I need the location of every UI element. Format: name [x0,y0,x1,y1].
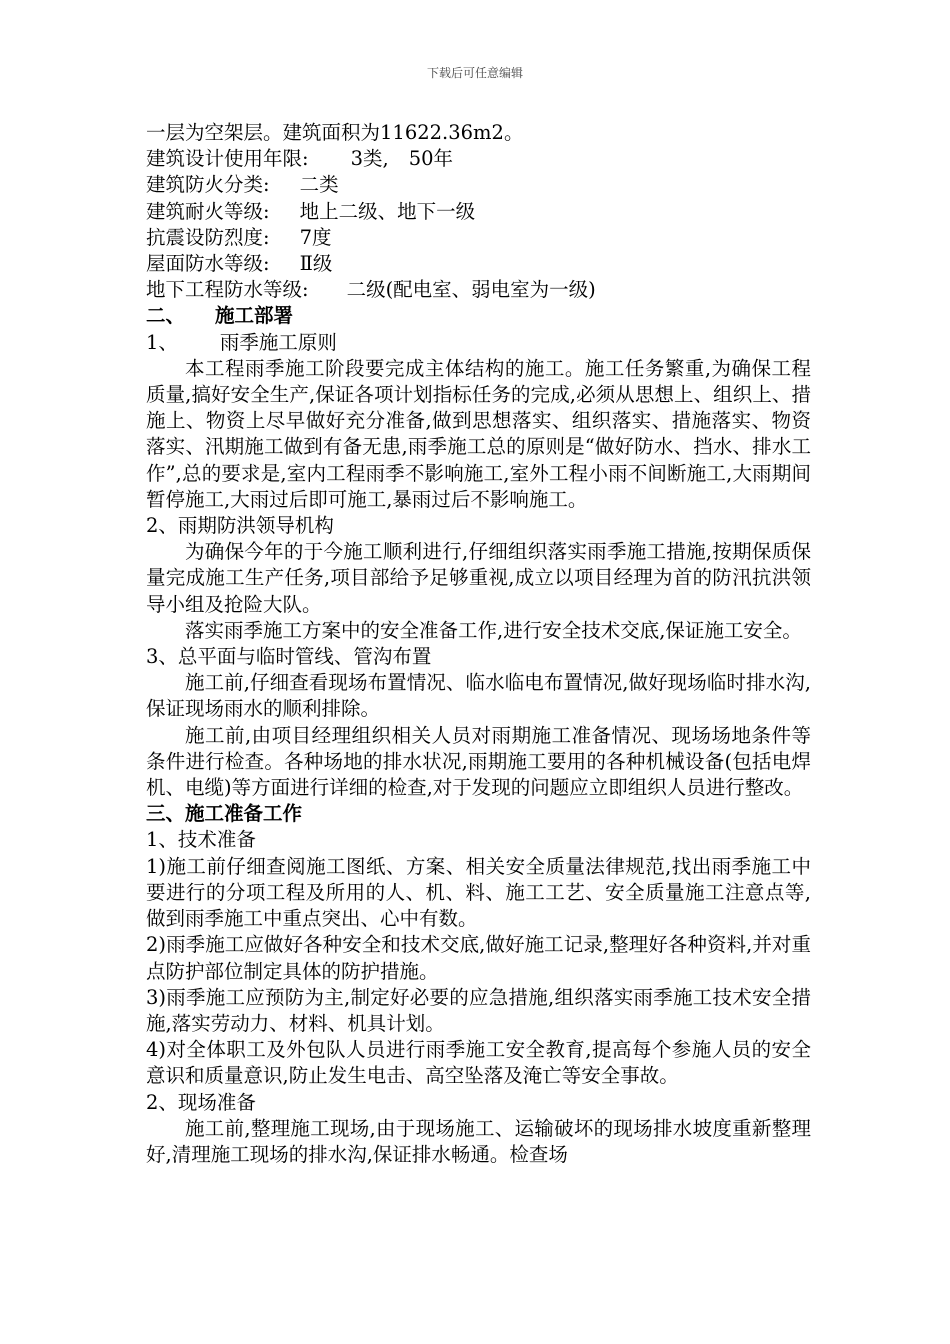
info-design-life: 建筑设计使用年限: 3类, 50年 [146,147,454,171]
section-3-heading: 三、施工准备工作 [146,802,303,826]
list-item: 2)雨季施工应做好各种安全和技术交底,做好施工记录,整理好各种资料,并对重点防护部位制定具体的防护措施。 [146,933,811,983]
list-item: 1)施工前仔细查阅施工图纸、方案、相关安全质量法律规范,找出雨季施工中要进行的分项工程及所用的人、机、料、施工工艺、安全质量施工注意点等,做到雨季施工中重点突出、心中有数。 [146,854,811,931]
info-fire-class: 建筑防火分类: 二类 [146,173,339,197]
page-header: 下载后可任意编辑 [426,66,523,80]
list-item: 4)对全体职工及外包队人员进行雨季施工安全教育,提高每个参施人员的安全意识和质量意识,防止发生电击、高空坠落及淹亡等安全事故。 [146,1038,811,1088]
section-2-heading: 二、 施工部署 [146,304,294,328]
section-3-2-paragraph: 施工前,整理施工现场,由于现场施工、运输破坏的现场排水坡度重新整理好,清理施工现场的排水沟,保证排水畅通。检查场 [146,1116,811,1166]
section-2-3-paragraph-1: 施工前,仔细查看现场布置情况、临水临电布置情况,做好现场临时排水沟,保证现场雨水的顺利排除。 [146,671,811,721]
section-3-2-heading: 2、现场准备 [146,1090,256,1114]
section-3-1-heading: 1、技术准备 [146,828,256,852]
section-2-2-heading: 2、雨期防洪领导机构 [146,514,334,538]
info-roof-waterproof: 屋面防水等级: Ⅱ级 [146,252,333,276]
info-seismic: 抗震设防烈度: 7度 [146,225,332,249]
info-fire-rating: 建筑耐火等级: 地上二级、地下一级 [146,199,476,223]
info-line-1: 一层为空架层。建筑面积为11622.36m2。 [146,121,524,144]
section-2-1-paragraph: 本工程雨季施工阶段要完成主体结构的施工。施工任务繁重,为确保工程质量,搞好安全生产,保证各项计划指标任务的完成,必须从思想上、组织上、措施上、物资上尽早做好充分准备,做到思想落实、组织落实、措施落实、物资落实、汛期施工做到有备无患,雨季施工总的原则是“做好防水、挡水、排水工作”,总的要求是,室内工程雨季不影响施工,室外工程小雨不间断施工,大雨期间暂停施工,大雨过后即可施工,暴雨过后不影响施工。 [146,356,811,511]
section-2-3-heading: 3、总平面与临时管线、管沟布置 [146,645,432,669]
section-2-1-heading: 1、 雨季施工原则 [146,330,337,354]
document-body [146,120,811,1168]
section-2-3-paragraph-2: 施工前,由项目经理组织相关人员对雨期施工准备情况、现场场地条件等条件进行检查。各种场地的排水状况,雨期施工要用的各种机械设备(包括电焊机、电缆)等方面进行详细的检查,对于发现的问题应立即组织人员进行整改。 [146,723,811,800]
list-item: 3)雨季施工应预防为主,制定好必要的应急措施,组织落实雨季施工技术安全措施,落实劳动力、材料、机具计划。 [146,985,811,1035]
section-2-2-paragraph-2: 落实雨季施工方案中的安全准备工作,进行安全技术交底,保证施工安全。 [185,618,802,642]
info-basement-waterproof: 地下工程防水等级: 二级(配电室、弱电室为一级) [146,278,596,302]
section-2-2-paragraph-1: 为确保今年的于今施工顺利进行,仔细组织落实雨季施工措施,按期保质保量完成施工生产任务,项目部给予足够重视,成立以项目经理为首的防汛抗洪领导小组及抢险大队。 [146,540,811,616]
